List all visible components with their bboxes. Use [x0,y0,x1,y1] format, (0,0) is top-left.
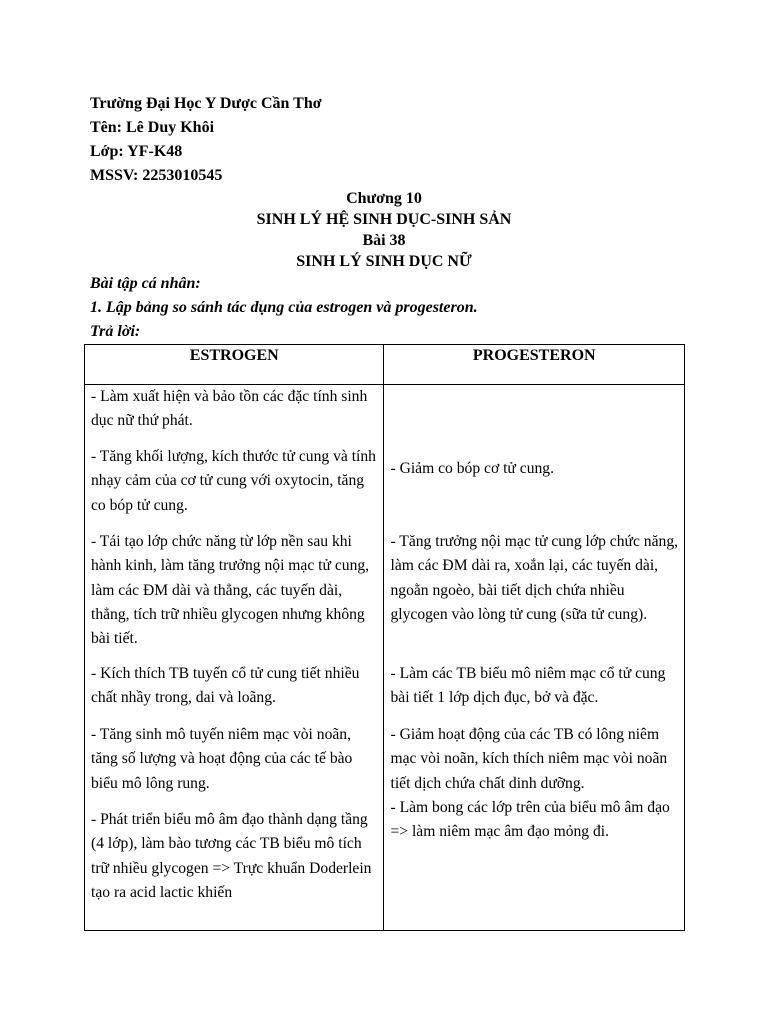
school-name: Trường Đại Học Y Dược Cần Thơ [90,95,322,112]
estrogen-effect-4: - Kích thích TB tuyến cổ tử cung tiết nhiều chất nhầy trong, dai và loãng. [91,665,360,707]
exercise-heading: Bài tập cá nhân: [90,275,201,292]
exercise-question: 1. Lập bảng so sánh tác dụng của estrogen và progesteron. [90,299,478,316]
estrogen-cell [85,385,384,931]
estrogen-effect-6: - Phát triển biểu mô âm đạo thành dạng tầng (4 lớp), làm bào tương các TB biểu mô tích trữ nhiều glycogen => Trực khuẩn Doderlein tạo ra acid lactic khiến [91,811,372,901]
progesteron-effect-1: - Giảm co bóp cơ tử cung. [390,460,554,477]
lesson-number: Bài 38 [362,232,406,249]
chapter-title: SINH LÝ HỆ SINH DỤC-SINH SẢN [256,211,512,228]
estrogen-effect-3: - Tái tạo lớp chức năng từ lớp nền sau khi hành kinh, làm tăng trưởng nội mạc tử cung, làm các ĐM dài và thẳng, các tuyến dài, thẳng, tích trữ nhiều glycogen nhưng không bài tiết. [91,533,370,648]
progesteron-effect-5: - Làm bong các lớp trên của biểu mô âm đạo => làm niêm mạc âm đạo mỏng đi. [390,799,670,841]
progesteron-effect-4: - Giảm hoạt động của các TB có lông niêm mạc vòi noãn, kích thích niêm mạc vòi noãn tiết dịch chứa chất dinh dưỡng. [390,726,668,792]
answer-label: Trả lời: [90,323,141,340]
chapter-number: Chương 10 [346,190,422,207]
estrogen-effect-2: - Tăng khối lượng, kích thước tử cung và tính nhạy cảm của cơ tử cung với oxytocin, tăng co bóp tử cung. [91,448,376,514]
estrogen-header: ESTROGEN [85,345,384,385]
progesteron-effect-2: - Tăng trưởng nội mạc tử cung lớp chức năng, làm các ĐM dài ra, xoắn lại, các tuyến dài, ngoằn ngoèo, bài tiết dịch chứa nhiều glycogen vào lòng tử cung (sữa tử cung). [390,533,679,623]
table-header-row [85,345,685,385]
comparison-table [84,344,685,931]
progesteron-header: PROGESTERON [384,345,685,385]
student-id: MSSV: 2253010545 [90,167,223,184]
student-name: Tên: Lê Duy Khôi [90,119,215,136]
progesteron-cell [384,385,685,931]
estrogen-effect-5: - Tăng sinh mô tuyến niêm mạc vòi noãn, tăng số lượng và hoạt động của các tế bào biểu mô lông rung. [91,726,353,792]
table-body-row [85,385,685,931]
estrogen-effect-1: - Làm xuất hiện và bảo tồn các đặc tính sinh dục nữ thứ phát. [91,388,368,430]
student-class: Lớp: YF-K48 [90,143,183,160]
progesteron-effect-3: - Làm các TB biểu mô niêm mạc cổ tử cung bài tiết 1 lớp dịch đục, bở và đặc. [390,665,666,707]
lesson-title: SINH LÝ SINH DỤC NỮ [296,253,472,270]
